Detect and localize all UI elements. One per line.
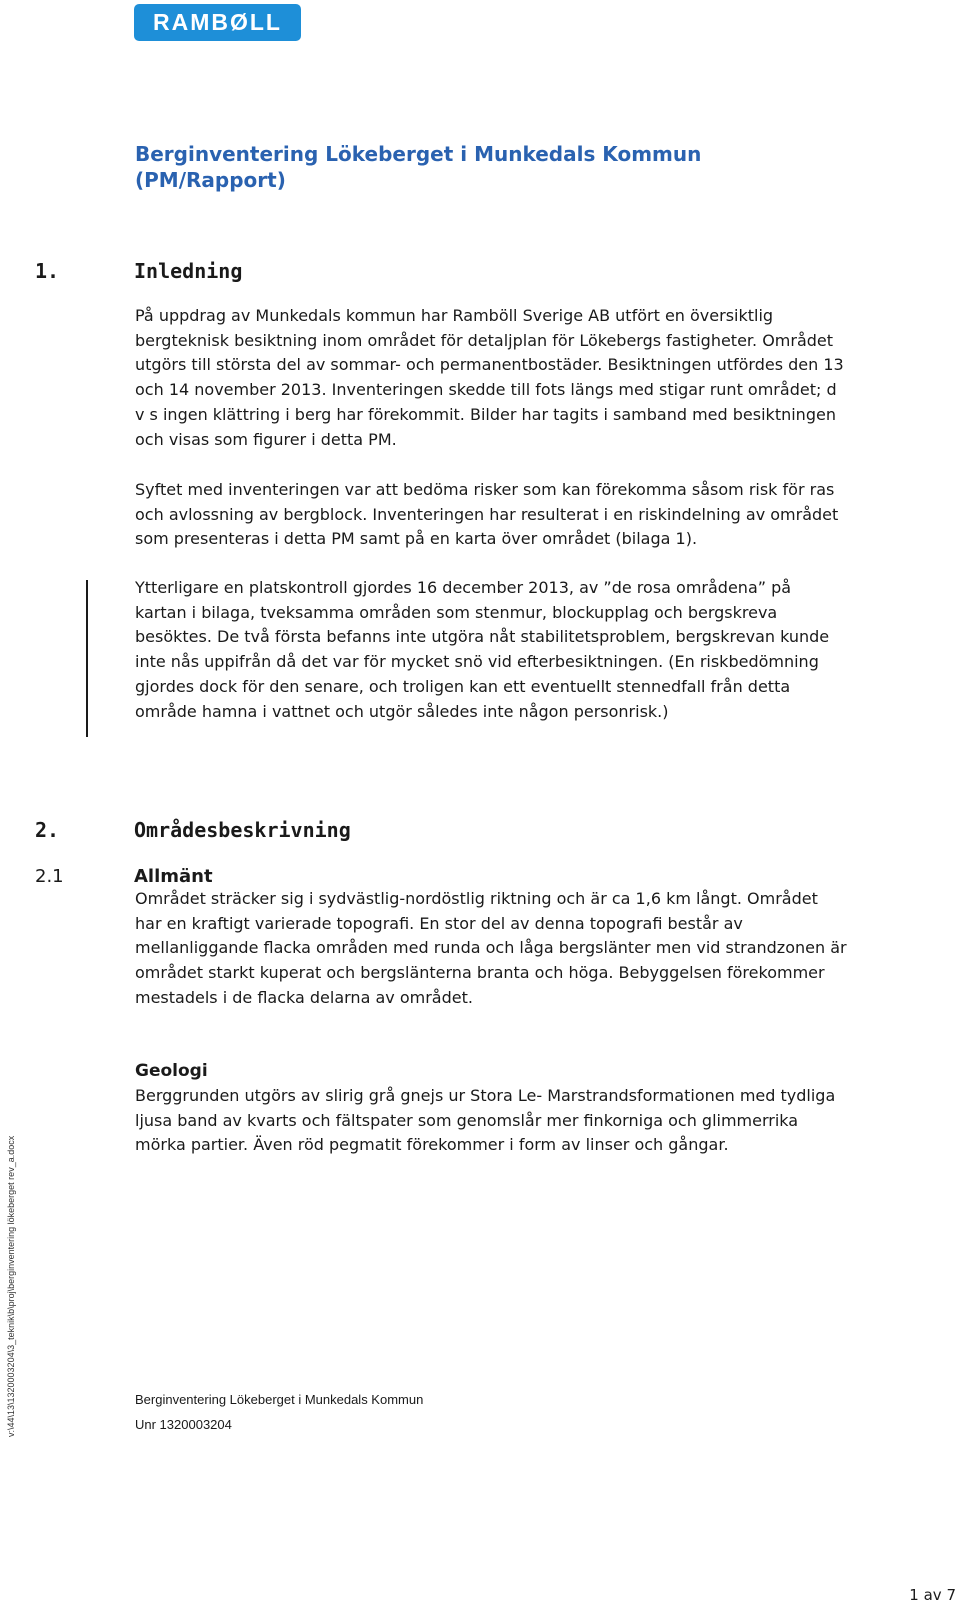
- footer-unr: Unr 1320003204: [135, 1417, 232, 1432]
- revision-change-bar: [86, 580, 88, 737]
- allmant-paragraph: Området sträcker sig i sydvästlig-nordöstlig riktning och är ca 1,6 km långt. Området har en kraftigt varierade topografi. En stor del av denna topografi består av mellanliggande flacka områden med runda och låga bergslänter men vid strandzonen är området starkt kuperat och bergslänterna branta och höga. Bebyggelsen förekommer mestadels i de flacka delarna av området.: [135, 889, 847, 1007]
- section-2-title: Områdesbeskrivning: [134, 818, 351, 842]
- title-line-2: (PM/Rapport): [135, 168, 286, 192]
- footer-document-name: Berginventering Lökeberget i Munkedals Kommun: [135, 1392, 424, 1407]
- intro-paragraph-2: Syftet med inventeringen var att bedöma risker som kan förekomma såsom risk för ras och avlossning av bergblock. Inventeringen har resulterat i en riskindelning av området som presenteras i detta PM samt på en karta över området (bilaga 1).: [135, 480, 839, 549]
- section-1-number: 1.: [35, 259, 60, 283]
- file-path-label: v:\44\13\1320003204\3_teknik\b\proj\berginventering lökeberget rev_a.docx: [6, 1135, 16, 1437]
- title-line-1: Berginventering Lökeberget i Munkedals Kommun: [135, 142, 702, 166]
- geologi-paragraph: Berggrunden utgörs av slirig grå gnejs ur Stora Le- Marstrandsformationen med tydliga ljusa band av kvarts och fältspater som genomslår mer finkorniga och glimmerrika mörka partier. Även röd pegmatit förekommer i form av linser och gångar.: [135, 1086, 836, 1155]
- intro-paragraph-3: Ytterligare en platskontroll gjordes 16 december 2013, av ”de rosa områdena” på kartan i bilaga, tveksamma områden som stenmur, blockupplag och bergskreva besöktes. De två första befanns inte utgöra nåt stabilitetsproblem, bergskrevan kunde inte nås uppifrån då det var för mycket snö vid efterbesiktningen. (En riskbedömning gjordes dock för den senare, och troligen kan ett eventuellt stennedfall från detta område hamna i vattnet och utgör således inte någon personrisk.): [135, 578, 830, 721]
- intro-paragraph-1: På uppdrag av Munkedals kommun har Ramböll Sverige AB utfört en översiktlig bergteknisk besiktning inom området för detaljplan för Lökebergs fastigheter. Området utgörs till största del av sommar- och permanentbostäder. Besiktningen utfördes den 13 och 14 november 2013. Inventeringen skedde till fots längs med stigar runt området; d v s ingen klättring i berg har förekommit. Bilder har tagits i samband med besiktningen och visas som figurer i detta PM.: [135, 306, 844, 449]
- section-2-1-title: Allmänt: [134, 866, 213, 887]
- section-1-title: Inledning: [134, 259, 243, 283]
- ramboll-logo: RAMBØLL: [134, 4, 301, 41]
- section-2-number: 2.: [35, 818, 60, 842]
- section-2-1-number: 2.1: [35, 866, 64, 887]
- page-number: 1 av 7: [909, 1586, 956, 1604]
- geologi-heading: Geologi: [135, 1061, 208, 1081]
- document-title: [135, 141, 875, 193]
